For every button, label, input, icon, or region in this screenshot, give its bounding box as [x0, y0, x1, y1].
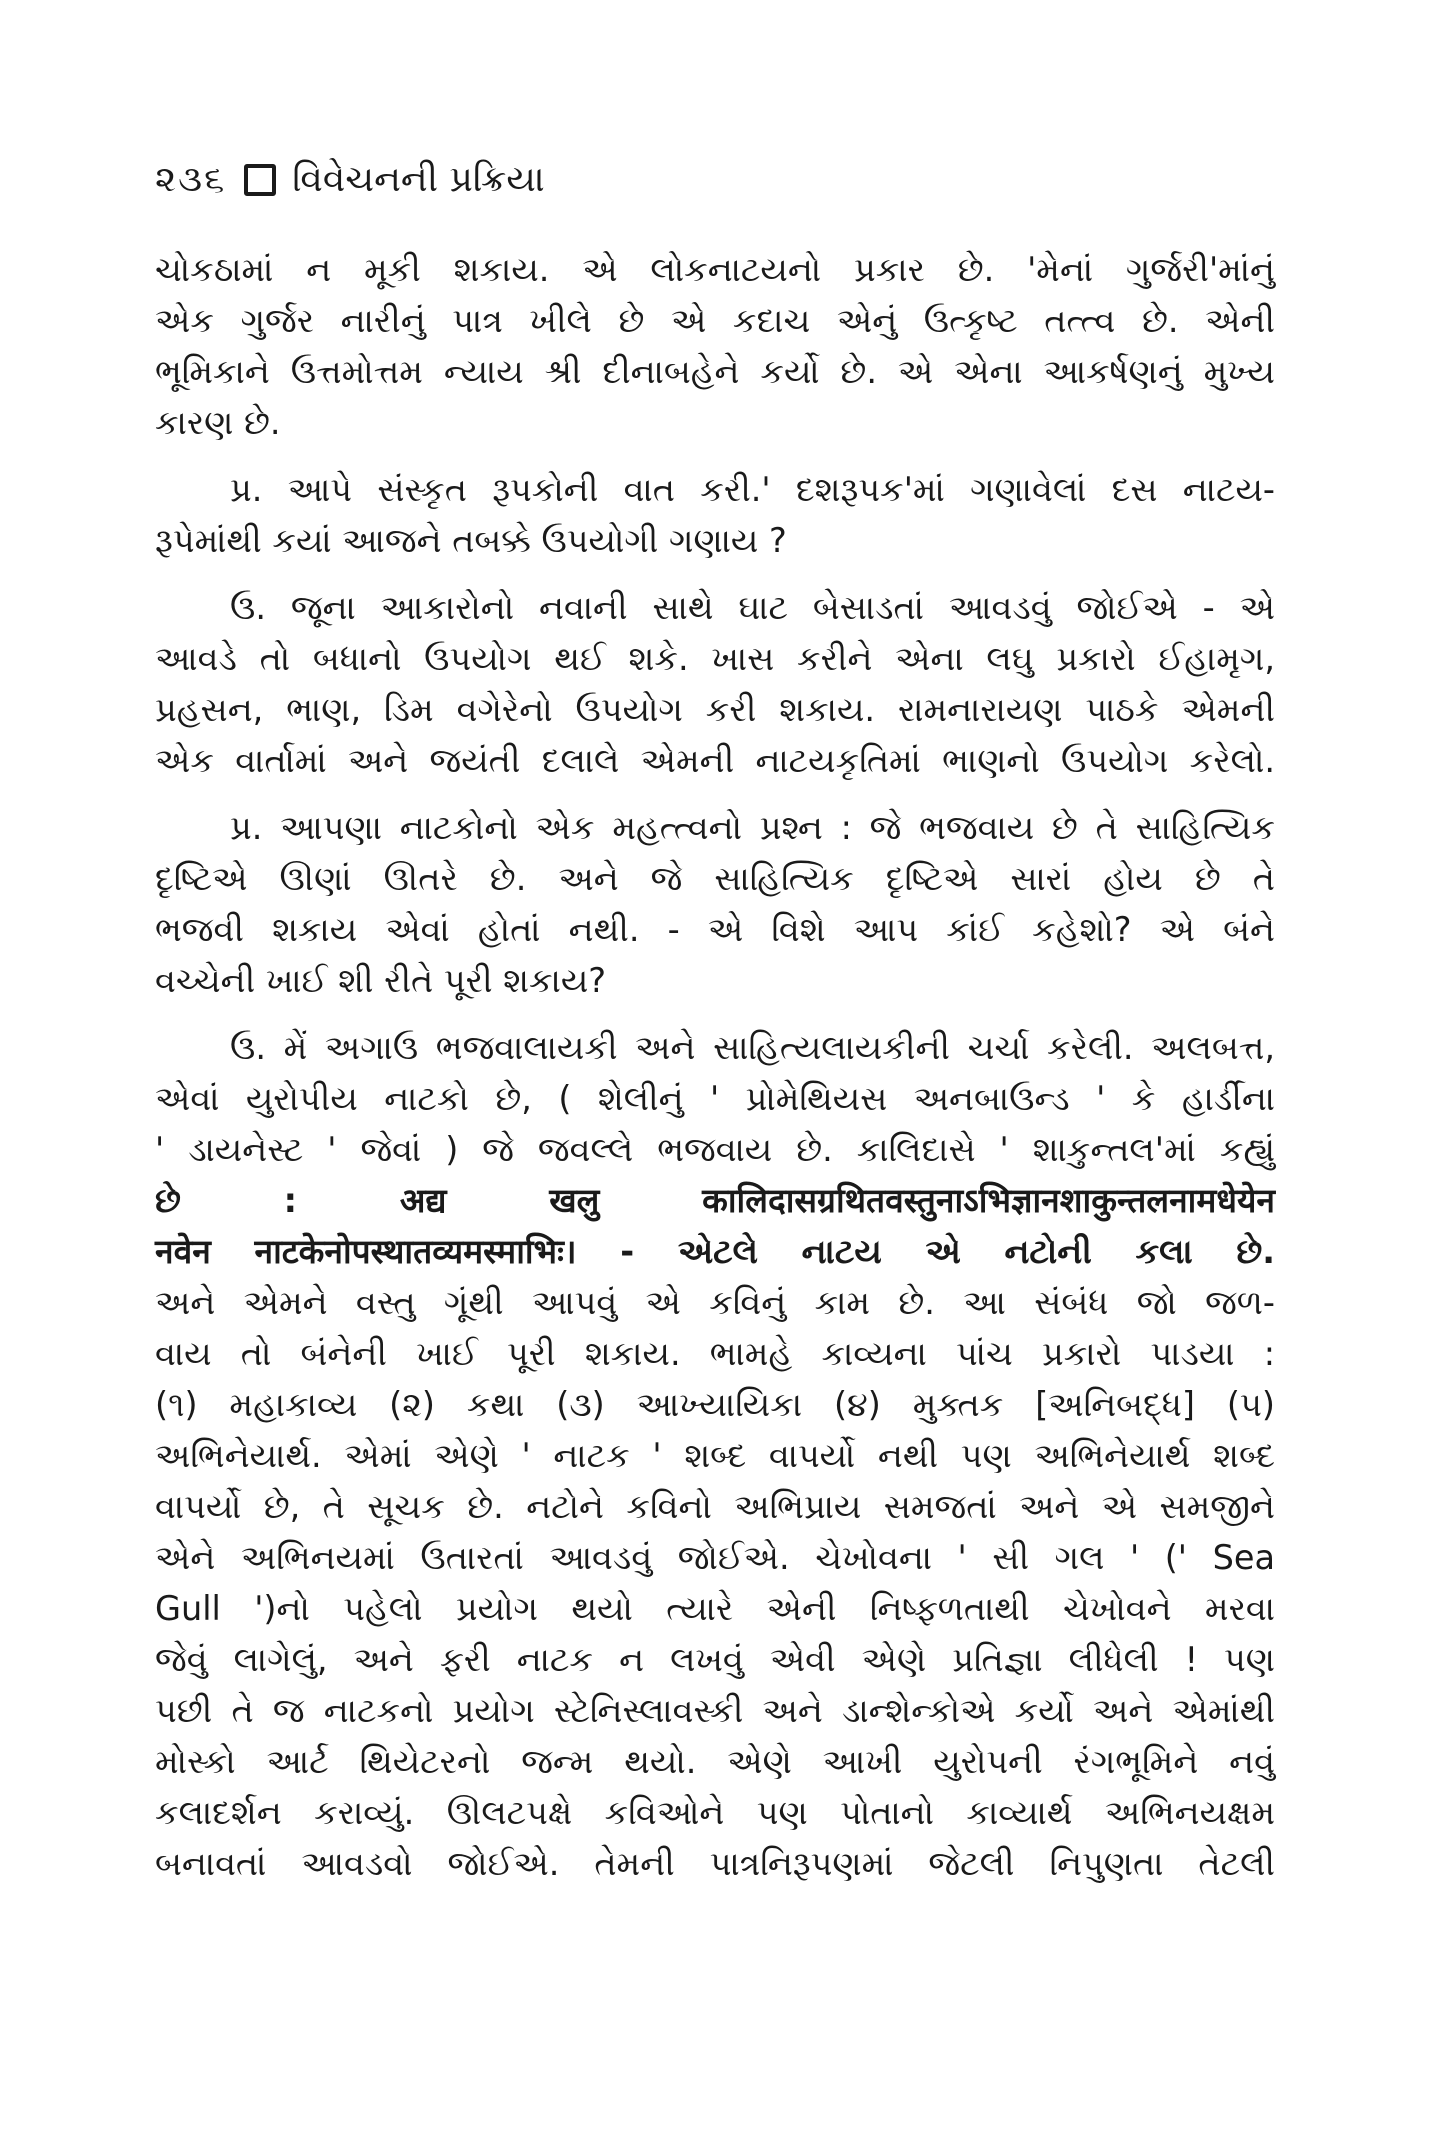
square-ornament-icon	[244, 164, 276, 196]
text-line: Gull ')નો પહેલો પ્રયોગ થયો ત્યારે એની નિષ્ફળતાથી ચેખોવને મરવા	[155, 1589, 1275, 1628]
text-line: (૧) મહાકાવ્ય (૨) કથા (૩) આખ્યાયિકા (૪) મુક્તક [અનિબદ્ધ] (૫)	[155, 1385, 1275, 1424]
paragraph	[155, 1022, 1275, 1889]
text-line: અભિનેયાર્થ. એમાં એણે ' નાટક ' શબ્દ વાપર્યો નથી પણ અભિનેયાર્થ શબ્દ	[155, 1436, 1275, 1475]
text-line: વચ્ચેની ખાઈ શી રીતે પૂરી શકાય?	[155, 961, 607, 1000]
text-line: કારણ છે.	[155, 403, 281, 442]
text-line: રૂપેમાંથી કયાં આજને તબક્કે ઉપયોગી ગણાય ?	[155, 521, 787, 560]
text-line: એક ગુર્જર નારીનું પાત્ર ખીલે છે એ કદાચ એનું ઉત્કૃષ્ટ તત્ત્વ છે. એની	[155, 301, 1275, 340]
text-line: દૃષ્ટિએ ઊણાં ઊતરે છે. અને જે સાહિત્યિક દૃષ્ટિએ સારાં હોય છે તે	[155, 859, 1275, 898]
text-line: એવાં યુરોપીય નાટકો છે, ( શેલીનું ' પ્રોમેથિયસ અનબાઉન્ડ ' કે હાર્ડીના	[155, 1079, 1275, 1118]
text-line: મોસ્કો આર્ટ થિયેટરનો જન્મ થયો. એણે આખી યુરોપની રંગભૂમિને નવું	[155, 1742, 1275, 1781]
text-line: છે : अद्य खलु कालिदासग्रथितवस्तुनाऽभिज्ञानशाकुन्तलनामधेयेन	[155, 1181, 1275, 1220]
text-line: પ્ર. આપે સંસ્કૃત રૂપકોની વાત કરી.' દશરૂપક'માં ગણાવેલાં દસ નાટય-	[230, 470, 1275, 509]
paragraph	[155, 582, 1275, 786]
text-line: પ્રહસન, ભાણ, ડિમ વગેરેનો ઉપયોગ કરી શકાય. રામનારાયણ પાઠકે એમની	[155, 690, 1275, 729]
text-line: ભજવી શકાય એવાં હોતાં નથી. - એ વિશે આપ કાંઈ કહેશો? એ બંને	[155, 910, 1275, 949]
text-line: એક વાર્તામાં અને જયંતી દલાલે એમની નાટયકૃતિમાં ભાણનો ઉપયોગ કરેલો.	[155, 741, 1275, 780]
text-line: બનાવતાં આવડવો જોઈએ. તેમની પાત્રનિરૂપણમાં જેટલી નિપુણતા તેટલી	[155, 1844, 1275, 1883]
body-text	[155, 244, 1275, 1889]
text-line: જેવું લાગેલું, અને ફરી નાટક ન લખવું એવી એણે પ્રતિજ્ઞા લીધેલી ! પણ	[155, 1640, 1275, 1679]
text-line: ઉ. મેં અગાઉ ભજવાલાયકી અને સાહિત્યલાયકીની ચર્ચા કરેલી. અલબત્ત,	[230, 1028, 1275, 1067]
page-number: ૨૩૬	[155, 159, 227, 200]
running-header	[155, 150, 1275, 210]
text-line: અને એમને વસ્તુ ગૂંથી આપવું એ કવિનું કામ છે. આ સંબંધ જો જળ-	[155, 1283, 1275, 1322]
text-line: नवेन नाटकेनोपस्थातव्यमस्माभिः। - એટલે નાટય એ નટોની કલા છે.	[155, 1232, 1275, 1271]
text-line: ' ડાયનેસ્ટ ' જેવાં ) જે જવલ્લે ભજવાય છે. કાલિદાસે ' શાકુન્તલ'માં કહ્યું	[155, 1130, 1275, 1169]
text-line: પછી તે જ નાટકનો પ્રયોગ સ્ટેનિસ્લાવસ્કી અને ડાન્શેન્કોએ કર્યો અને એમાંથી	[155, 1691, 1275, 1730]
text-line: પ્ર. આપણા નાટકોનો એક મહત્ત્વનો પ્રશ્ન : જે ભજવાય છે તે સાહિત્યિક	[230, 808, 1275, 847]
running-title: વિવેચનની પ્રક્રિયા	[292, 159, 545, 200]
paragraph	[155, 802, 1275, 1006]
text-line: ભૂમિકાને ઉત્તમોત્તમ ન્યાય શ્રી દીનાબહેને કર્યો છે. એ એના આકર્ષણનું મુખ્ય	[155, 352, 1275, 391]
text-line: વાપર્યો છે, તે સૂચક છે. નટોને કવિનો અભિપ્રાય સમજતાં અને એ સમજીને	[155, 1487, 1275, 1526]
text-line: કલાદર્શન કરાવ્યું. ઊલટપક્ષે કવિઓને પણ પોતાનો કાવ્યાર્થ અભિનયક્ષમ	[155, 1793, 1275, 1832]
text-line: એને અભિનયમાં ઉતારતાં આવડવું જોઈએ. ચેખોવના ' સી ગલ ' (' Sea	[155, 1538, 1275, 1577]
text-line: આવડે તો બધાનો ઉપયોગ થઈ શકે. ખાસ કરીને એના લઘુ પ્રકારો ઈહામૃગ,	[155, 639, 1275, 678]
book-page	[155, 150, 1275, 1905]
paragraph	[155, 464, 1275, 566]
paragraph	[155, 244, 1275, 448]
text-line: ઉ. જૂના આકારોનો નવાની સાથે ઘાટ બેસાડતાં આવડવું જોઈએ - એ	[230, 588, 1275, 627]
text-line: ચોકઠામાં ન મૂકી શકાય. એ લોકનાટયનો પ્રકાર છે. 'મેનાં ગુર્જરી'માંનું	[155, 250, 1275, 289]
text-line: વાય તો બંનેની ખાઈ પૂરી શકાય. ભામહે કાવ્યના પાંચ પ્રકારો પાડયા :	[155, 1334, 1275, 1373]
